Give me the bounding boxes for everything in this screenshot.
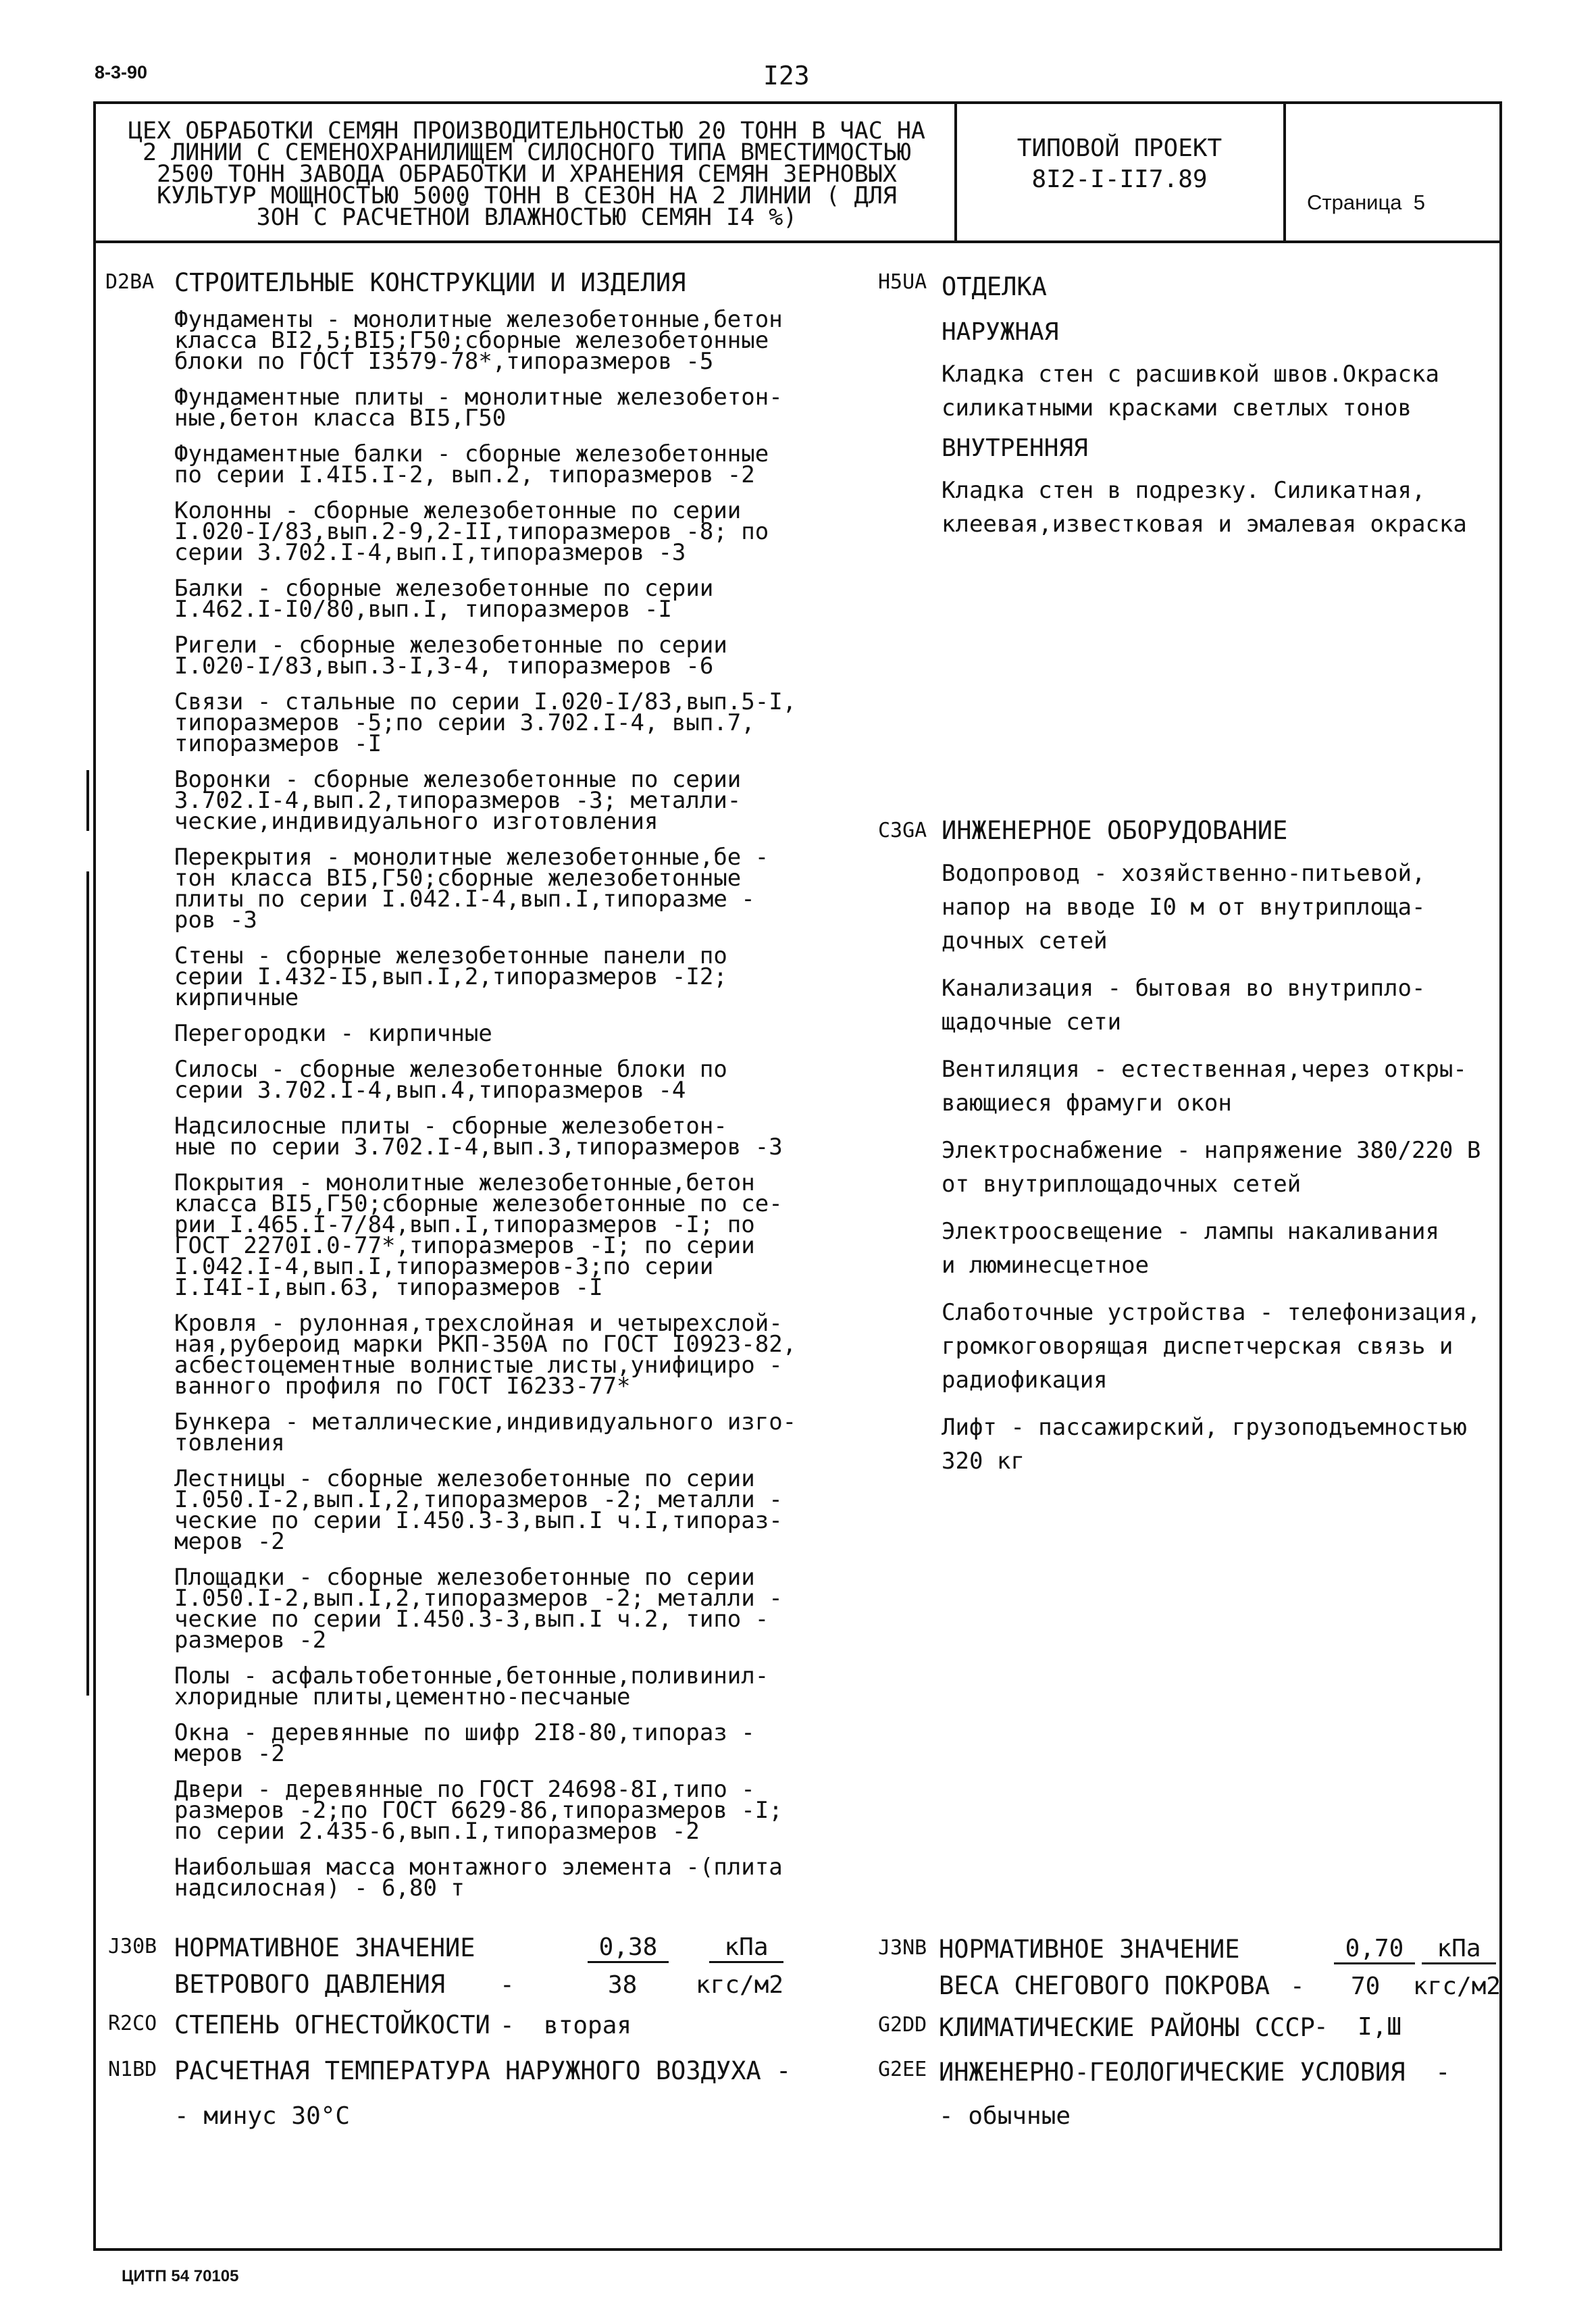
list-item-line: 320 кг: [942, 1448, 1025, 1475]
list-item: [174, 1662, 850, 1710]
list-item-line: Кровля - рулонная,трехслойная и четырехслой-: [174, 1310, 783, 1337]
list-item-line: I.020-I/83,вып.2-9,2-II,типоразмеров -8; по: [174, 518, 769, 545]
list-item: [174, 1113, 850, 1161]
list-item-line: Полы - асфальтобетонные,бетонные,поливинил-: [174, 1662, 769, 1689]
list-item: [174, 1020, 850, 1047]
list-item: [942, 1134, 1502, 1201]
section-code: N1BD: [108, 2058, 157, 2081]
header-divider-vertical-1: [954, 101, 957, 242]
list-item: [174, 1056, 850, 1104]
header-title-line: ЗОН С РАСЧЕТНОЙ ВЛАЖНОСТЬЮ СЕМЯН I4 %): [256, 204, 798, 231]
list-item-line: ные по серии 3.702.I-4,вып.3,типоразмеров -3: [174, 1134, 783, 1161]
temp-value: - минус 30°С: [174, 2102, 351, 2130]
header-title-line: ЦЕХ ОБРАБОТКИ СЕМЯН ПРОИЗВОДИТЕЛЬНОСТЬЮ 20 ТОНН В ЧАС НА: [128, 118, 926, 145]
list-item-line: вающиеся фрамуги окон: [942, 1090, 1232, 1117]
list-item-line: плиты по серии I.042.I-4,вып.I,типоразме -: [174, 886, 755, 913]
document-code: 8-3-90: [95, 62, 148, 82]
finish-block: [942, 315, 1502, 541]
list-item-line: I.050.I-2,вып.I,2,типоразмеров -2; металли -: [174, 1486, 783, 1513]
wind-unit-kpa: кПа: [709, 1933, 783, 1963]
wind-value-kgs: 38: [608, 1971, 638, 1999]
list-item-line: размеров -2: [174, 1627, 327, 1654]
structures-list: [174, 306, 850, 1914]
list-item-line: ческие,индивидуального изготовления: [174, 808, 659, 835]
list-item-line: Надсилосные плиты - сборные железобетон-: [174, 1113, 727, 1140]
section-code: G2DD: [878, 2013, 927, 2037]
page-word: Страница: [1307, 190, 1402, 214]
section-code: H5UA: [878, 270, 927, 294]
list-item-line: и люминесцетное: [942, 1252, 1150, 1279]
list-item-line: Фундаментные плиты - монолитные железобетон-: [174, 384, 783, 411]
list-item-line: 3.702.I-4,вып.2,типоразмеров -3; металли-: [174, 787, 742, 814]
list-item-line: громкоговорящая диспетчерская связь и: [942, 1333, 1453, 1360]
list-item: [174, 384, 850, 432]
list-item-line: Фундаменты - монолитные железобетонные,бетон: [174, 306, 783, 333]
list-item-line: класса BI2,5;BI5;Г50;сборные железобетонные: [174, 327, 769, 354]
list-item-line: ная,рубероид марки РКП-350А по ГОСТ I0923-82,: [174, 1331, 797, 1358]
list-item-line: Площадки - сборные железобетонные по серии: [174, 1564, 755, 1591]
geo-label: ИНЖЕНЕРНО-ГЕОЛОГИЧЕСКИЕ УСЛОВИЯ -: [939, 2058, 1451, 2087]
fire-label: СТЕПЕНЬ ОГНЕСТОЙКОСТИ: [174, 2010, 490, 2039]
margin-bracket: [86, 770, 89, 831]
list-item-line: асбестоцементные волнистые листы,унифициро -: [174, 1352, 783, 1379]
list-item-line: Колонны - сборные железобетонные по серии: [174, 497, 742, 524]
wind-unit-kgs: кгс/м2: [696, 1971, 784, 1999]
section-code: R2CO: [108, 2012, 157, 2035]
section-code: C3GA: [878, 819, 927, 842]
list-item: [174, 1719, 850, 1767]
list-item-line: I.I4I-I,вып.63, типоразмеров -I: [174, 1274, 603, 1301]
section-title-finish: ОТДЕЛКА: [942, 272, 1047, 301]
snow-dash: -: [1290, 1973, 1305, 2000]
list-item-line: щадочные сети: [942, 1009, 1122, 1036]
list-item-line: блоки по ГОСТ I3579-78*,типоразмеров -5: [174, 348, 714, 375]
list-item-line: серии I.432-I5,вып.I,2,типоразмеров -I2;: [174, 963, 727, 990]
header-title-line: 2 ЛИНИИ С СЕМЕНОХРАНИЛИЩЕМ СИЛОСНОГО ТИПА ВМЕСТИМОСТЬЮ: [143, 139, 911, 166]
list-item: [174, 497, 850, 566]
finish-inner-line: клеевая,известковая и эмалевая окраска: [942, 511, 1467, 538]
list-item-line: класса BI5,Г50;сборные железобетонные по се-: [174, 1190, 783, 1217]
finish-outer-line: Кладка стен с расшивкой швов.Окраска: [942, 361, 1439, 388]
snow-unit-kpa: кПа: [1422, 1935, 1496, 1964]
margin-bracket: [86, 871, 89, 1696]
section-code: J30B: [108, 1935, 157, 1958]
header-divider-vertical-2: [1283, 101, 1286, 242]
list-item-line: ческие по серии I.450.3-3,вып.I ч.2, типо -: [174, 1606, 769, 1633]
list-item-line: Перегородки - кирпичные: [174, 1020, 492, 1047]
list-item-line: кирпичные: [174, 984, 299, 1011]
list-item-line: ров -3: [174, 907, 257, 934]
fire-value: - вторая: [500, 2012, 632, 2039]
list-item-line: Канализация - бытовая во внутрипло-: [942, 975, 1426, 1002]
list-item-line: от внутриплощадочных сетей: [942, 1171, 1302, 1198]
list-item-line: серии 3.702.I-4,вып.I,типоразмеров -3: [174, 539, 686, 566]
list-item-line: Лифт - пассажирский, грузоподъемностью: [942, 1414, 1467, 1441]
list-item: [174, 766, 850, 835]
list-item: [174, 1564, 850, 1654]
list-item-line: Силосы - сборные железобетонные блоки по: [174, 1056, 727, 1083]
list-item-line: радиофикация: [942, 1367, 1108, 1394]
wind-label-1: НОРМАТИВНОЕ ЗНАЧЕНИЕ: [174, 1933, 475, 1962]
list-item: [174, 1169, 850, 1301]
section-title-equipment: ИНЖЕНЕРНОЕ ОБОРУДОВАНИЕ: [942, 816, 1288, 845]
list-item-line: Окна - деревянные по шифр 2I8-80,типораз -: [174, 1719, 755, 1746]
list-item-line: Ригели - сборные железобетонные по серии: [174, 632, 727, 659]
header-divider: [93, 240, 1502, 243]
list-item-line: ные,бетон класса BI5,Г50: [174, 405, 507, 432]
finish-outer-line: силикатными красками светлых тонов: [942, 395, 1412, 422]
project-block: [959, 133, 1280, 195]
list-item: [942, 1296, 1502, 1397]
list-item: [942, 1052, 1502, 1120]
list-item: [174, 632, 850, 680]
list-item-line: хлоридные плиты,цементно-песчаные: [174, 1683, 631, 1710]
list-item-line: I.050.I-2,вып.I,2,типоразмеров -2; металли -: [174, 1585, 783, 1612]
list-item-line: по серии I.4I5.I-2, вып.2, типоразмеров -2: [174, 461, 755, 488]
snow-unit-kgs: кгс/м2: [1413, 1973, 1501, 2000]
list-item: [174, 1465, 850, 1555]
list-item-line: Перекрытия - монолитные железобетонные,бе -: [174, 844, 769, 871]
page-number: I23: [763, 61, 810, 91]
list-item: [942, 1410, 1502, 1478]
list-item: [174, 688, 850, 757]
section-title-structures: СТРОИТЕЛЬНЫЕ КОНСТРУКЦИИ И ИЗДЕЛИЯ: [174, 268, 686, 297]
list-item-line: Воронки - сборные железобетонные по серии: [174, 766, 742, 793]
wind-label-2: ВЕТРОВОГО ДАВЛЕНИЯ: [174, 1970, 445, 1999]
list-item-line: меров -2: [174, 1740, 285, 1767]
section-code: G2EE: [878, 2058, 927, 2081]
list-item: [174, 440, 850, 488]
list-item: [942, 971, 1502, 1039]
list-item: [174, 1310, 850, 1400]
list-item: [942, 1215, 1502, 1282]
geo-value: - обычные: [939, 2102, 1071, 2130]
list-item-line: типоразмеров -5;по серии 3.702.I-4, вып.7,: [174, 709, 755, 736]
finish-inner-title: ВНУТРЕННЯЯ: [942, 434, 1088, 462]
snow-label-1: НОРМАТИВНОЕ ЗНАЧЕНИЕ: [939, 1935, 1240, 1964]
list-item-line: серии 3.702.I-4,вып.4,типоразмеров -4: [174, 1077, 686, 1104]
list-item-line: надсилосная) - 6,80 т: [174, 1875, 465, 1902]
list-item: [174, 1776, 850, 1845]
list-item-line: Вентиляция - естественная,через откры-: [942, 1056, 1467, 1083]
list-item-line: товления: [174, 1429, 285, 1456]
list-item-line: размеров -2;по ГОСТ 6629-86,типоразмеров -I;: [174, 1797, 783, 1824]
section-code: D2BA: [105, 270, 155, 294]
header-title-line: 2500 ТОНН ЗАВОДА ОБРАБОТКИ И ХРАНЕНИЯ СЕМЯН ЗЕРНОВЫХ: [157, 161, 897, 188]
equipment-list: [942, 857, 1502, 1492]
list-item-line: Фундаментные балки - сборные железобетонные: [174, 440, 769, 467]
list-item: [942, 857, 1502, 958]
footer-stamp: ЦИТП 54 70105: [122, 2267, 239, 2285]
list-item-line: Слаботочные устройства - телефонизация,: [942, 1299, 1481, 1326]
wind-dash: -: [500, 1971, 515, 1999]
project-code: 8I2-I-II7.89: [1031, 166, 1208, 193]
list-item-line: тон класса BI5,Г50;сборные железобетонные: [174, 865, 742, 892]
snow-value-kpa: 0,70: [1334, 1935, 1415, 1964]
climate-label: КЛИМАТИЧЕСКИЕ РАЙОНЫ СССР: [939, 2013, 1315, 2042]
page-value: 5: [1413, 190, 1425, 214]
list-item-line: напор на вводе I0 м от внутриплоща-: [942, 894, 1426, 921]
list-item: [174, 1854, 850, 1902]
climate-value: - I,Ш: [1314, 2013, 1402, 2041]
finish-outer-title: НАРУЖНАЯ: [942, 318, 1059, 346]
snow-value-kgs: 70: [1351, 1973, 1381, 2000]
snow-label-2: ВЕСА СНЕГОВОГО ПОКРОВА: [939, 1971, 1270, 2000]
list-item-line: рии I.465.I-7/84,вып.I,типоразмеров -I; по: [174, 1211, 755, 1238]
list-item-line: I.042.I-4,вып.I,типоразмеров-3;по серии: [174, 1253, 714, 1280]
list-item-line: I.020-I/83,вып.3-I,3-4, типоразмеров -6: [174, 653, 714, 680]
project-label: ТИПОВОЙ ПРОЕКТ: [1016, 134, 1222, 162]
list-item-line: дочных сетей: [942, 927, 1108, 955]
temp-label: РАСЧЕТНАЯ ТЕМПЕРАТУРА НАРУЖНОГО ВОЗДУХА -: [174, 2056, 792, 2085]
page-indicator: [1307, 190, 1425, 215]
list-item-line: меров -2: [174, 1528, 285, 1555]
list-item-line: Связи - стальные по серии I.020-I/83,вып.5-I,: [174, 688, 797, 715]
list-item-line: Электроснабжение - напряжение 380/220 В: [942, 1137, 1481, 1164]
list-item-line: Балки - сборные железобетонные по серии: [174, 575, 714, 602]
list-item-line: Лестницы - сборные железобетонные по серии: [174, 1465, 755, 1492]
list-item: [174, 575, 850, 623]
list-item-line: Стены - сборные железобетонные панели по: [174, 942, 727, 969]
finish-inner-line: Кладка стен в подрезку. Силикатная,: [942, 477, 1426, 504]
wind-value-kpa: 0,38: [588, 1933, 669, 1963]
list-item-line: Бункера - металлические,индивидуального изго-: [174, 1408, 797, 1435]
list-item-line: ванного профиля по ГОСТ I6233-77*: [174, 1373, 631, 1400]
section-code: J3NB: [878, 1936, 927, 1960]
list-item-line: Электроосвещение - лампы накаливания: [942, 1218, 1439, 1245]
header-title: [108, 118, 946, 231]
list-item: [174, 306, 850, 375]
list-item-line: ГОСТ 2270I.0-77*,типоразмеров -I; по серии: [174, 1232, 755, 1259]
list-item-line: типоразмеров -I: [174, 730, 382, 757]
list-item-line: Двери - деревянные по ГОСТ 24698-8I,типо -: [174, 1776, 755, 1803]
list-item: [174, 844, 850, 934]
list-item-line: I.462.I-I0/80,вып.I, типоразмеров -I: [174, 596, 672, 623]
list-item-line: Водопровод - хозяйственно-питьевой,: [942, 860, 1426, 887]
list-item-line: Наибольшая масса монтажного элемента -(плита: [174, 1854, 783, 1881]
list-item: [174, 1408, 850, 1456]
list-item-line: по серии 2.435-6,вып.I,типоразмеров -2: [174, 1818, 700, 1845]
list-item: [174, 942, 850, 1011]
list-item-line: ческие по серии I.450.3-3,вып.I ч.I,типораз-: [174, 1507, 783, 1534]
header-title-line: КУЛЬТУР МОЩНОСТЬЮ 5000 ТОНН В СЕЗОН НА 2 ЛИНИИ ( ДЛЯ: [157, 182, 897, 209]
list-item-line: Покрытия - монолитные железобетонные,бетон: [174, 1169, 755, 1196]
